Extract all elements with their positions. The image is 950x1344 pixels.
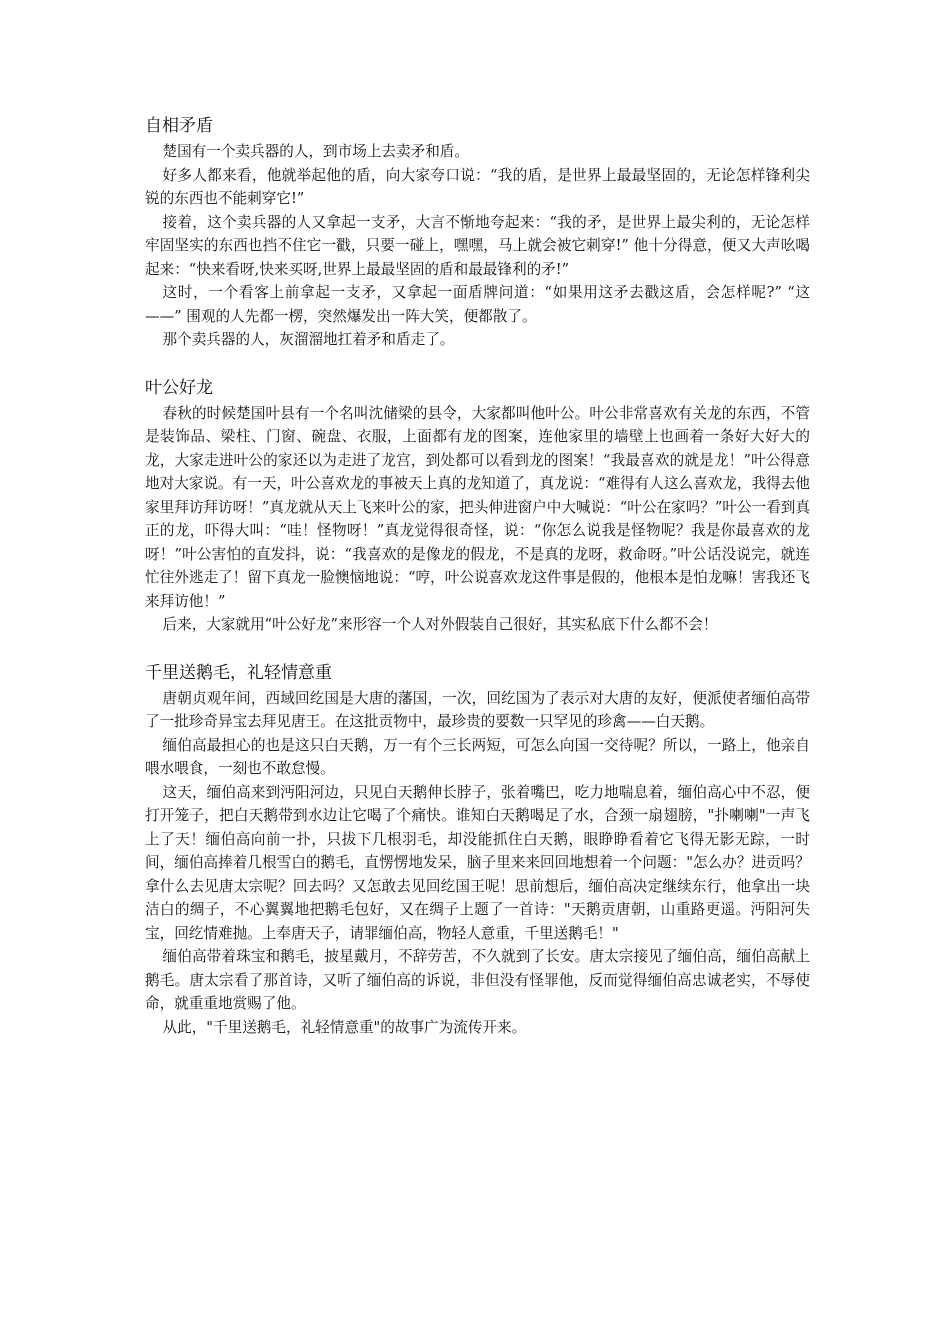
story-zixiang-maodun (145, 112, 810, 352)
story-qianli-song-emao (145, 659, 810, 1040)
story-title: 千里送鹅毛，礼轻情意重 (145, 662, 332, 683)
story-paragraph: 楚国有一个卖兵器的人，到市场上去卖矛和盾。 (162, 143, 469, 160)
story-paragraph: 缅伯高带着珠宝和鹅毛，披星戴月，不辞劳苦，不久就到了长安。唐太宗接见了缅伯高，缅伯高献上鹅毛。唐太宗看了那首诗，又听了缅伯高的诉说，非但没有怪罪他，反而觉得缅伯高忠诚老实，不辱使命，就重重地赏赐了他。 (145, 948, 810, 1012)
story-paragraph: 这天，缅伯高来到沔阳河边，只见白天鹅伸长脖子，张着嘴巴，吃力地喘息着，缅伯高心中不忍，便打开笼子，把白天鹅带到水边让它喝了个痛快。谁知白天鹅喝足了水，合颈一扇翅膀，"扑喇喇"一声飞上了天！缅伯高向前一扑，只拔下几根羽毛，却没能抓住白天鹅，眼睁睁看着它飞得无影无踪，一时间，缅伯高捧着几根雪白的鹅毛，直愣愣地发呆，脑子里来来回回地想着一个问题："怎么办？进贡吗？拿什么去见唐太宗呢？回去吗？又怎敢去见回纥国王呢！思前想后，缅伯高决定继续东行，他拿出一块洁白的绸子，不心翼翼地把鹅毛包好，又在绸子上题了一首诗："天鹅贡唐朝，山重路更遥。沔阳河失宝，回纥情难抛。上奉唐天子，请罪缅伯高，物轻人意重，千里送鹅毛！" (145, 783, 810, 942)
story-paragraph: 后来，大家就用“叶公好龙”来形容一个人对外假装自己很好，其实私底下什么都不会！ (162, 616, 718, 633)
story-paragraph: 好多人都来看，他就举起他的盾，向大家夸口说：“我的盾，是世界上最最坚固的，无论怎样锋利尖锐的东西也不能刺穿它!” (145, 166, 810, 207)
story-paragraph: 唐朝贞观年间，西域回纥国是大唐的藩国，一次，回纥国为了表示对大唐的友好，便派使者缅伯高带了一批珍奇异宝去拜见唐王。在这批贡物中，最珍贵的要数一只罕见的珍禽——白天鹅。 (145, 689, 810, 730)
story-paragraph: 这时，一个看客上前拿起一支矛，又拿起一面盾牌问道：“如果用这矛去戳这盾，会怎样呢?” “这——” 围观的人先都一楞，突然爆发出一阵大笑，便都散了。 (145, 284, 810, 325)
story-paragraph: 缅伯高最担心的也是这只白天鹅，万一有个三长两短，可怎么向国一交待呢？所以，一路上，他亲自喂水喂食，一刻也不敢怠慢。 (145, 736, 810, 777)
story-paragraph: 春秋的时候楚国叶县有一个名叫沈储梁的县令，大家都叫他叶公。叶公非常喜欢有关龙的东西，不管是装饰品、梁柱、门窗、碗盘、衣服，上面都有龙的图案，连他家里的墙壁上也画着一条好大好大的龙，大家走进叶公的家还以为走进了龙宫，到处都可以看到龙的图案！“我最喜欢的就是龙！”叶公得意地对大家说。有一天，叶公喜欢龙的事被天上真的龙知道了，真龙说：“难得有人这么喜欢龙，我得去他家里拜访拜访呀！”真龙就从天上飞来叶公的家，把头伸进窗户中大喊说：“叶公在家吗？”叶公一看到真正的龙，吓得大叫：“哇！怪物呀！”真龙觉得很奇怪，说：“你怎么说我是怪物呢？我是你最喜欢的龙呀！”叶公害怕的直发抖，说：“我喜欢的是像龙的假龙，不是真的龙呀，救命呀。”叶公话没说完，就连忙往外逃走了！留下真龙一脸懊恼地说：“哼，叶公说喜欢龙这件事是假的，他根本是怕龙嘛！害我还飞来拜访他！” (145, 404, 810, 610)
story-title: 自相矛盾 (145, 116, 213, 136)
story-paragraph: 接着，这个卖兵器的人又拿起一支矛，大言不惭地夸起来：“我的矛，是世界上最尖利的，无论怎样牢固坚实的东西也挡不住它一戳，只要一碰上，嘿嘿，马上就会被它刺穿!” 他十分得意，便又大声吆喝起来：“快来看呀,快来买呀,世界上最最坚固的盾和最最锋利的矛!” (145, 213, 810, 278)
story-paragraph: 那个卖兵器的人，灰溜溜地扛着矛和盾走了。 (162, 331, 455, 348)
story-paragraph: 从此，"千里送鹅毛，礼轻情意重"的故事广为流传开来。 (162, 1018, 527, 1036)
document-page (145, 112, 810, 1061)
story-yegong-haolong (145, 374, 810, 637)
story-title: 叶公好龙 (145, 377, 213, 398)
